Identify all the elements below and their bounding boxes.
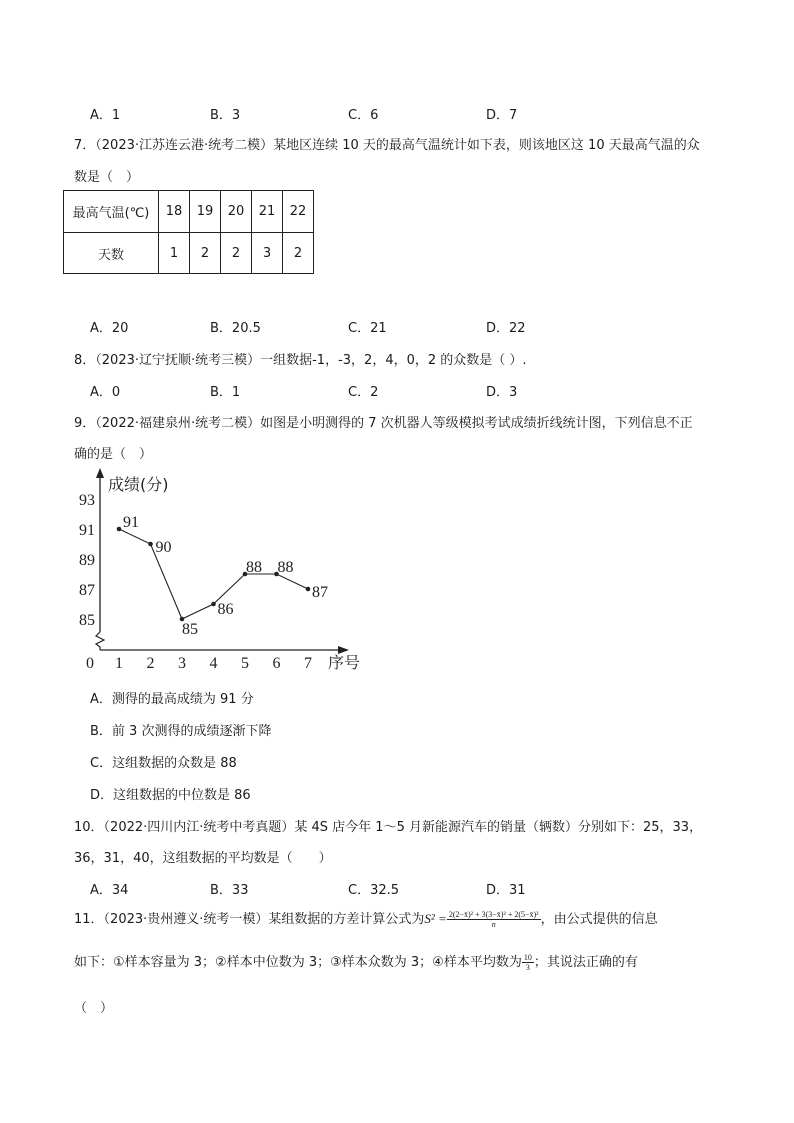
data-label: 88	[277, 559, 294, 576]
q6-option-c: C．6	[348, 108, 379, 123]
q10-stem-line1: 10．（2022·四川内江·统考中考真题）某 4S 店今年 1～5 月新能源汽车的销量（辆数）分别如下：25，33，	[74, 820, 703, 835]
q7-stem-line2: 数是（ ）	[74, 170, 140, 185]
x-tick-label: 3	[178, 655, 186, 672]
q11-line2-a: 如下：①样本容量为 3；②样本中位数为 3；③样本众数为 3；④样本平均数为	[74, 955, 522, 970]
table-header-label: 最高气温(℃)	[64, 191, 159, 233]
table-temp-cell: 21	[252, 191, 283, 233]
q7-option-b: B．20.5	[210, 321, 261, 336]
x-tick-label: 4	[209, 655, 218, 672]
data-label: 86	[217, 601, 234, 618]
q9-option-c: C．这组数据的众数是 88	[90, 756, 237, 771]
score-line-chart	[70, 465, 370, 680]
mean-numerator: 10	[523, 953, 532, 962]
table-days-cell: 1	[159, 233, 190, 274]
table-days-cell: 2	[283, 233, 314, 274]
x-tick-label: 2	[146, 655, 155, 672]
q10-option-d: D．31	[486, 883, 526, 898]
q8-option-b: B．1	[210, 385, 241, 400]
data-point	[148, 542, 153, 547]
variance-numerator: 2(2−x̄)² + 3(3−x̄)² + 2(5−x̄)²	[448, 910, 539, 919]
table-days-cell: 2	[190, 233, 221, 274]
table-temp-cell: 19	[190, 191, 221, 233]
q11-line2-b: ；其说法正确的有	[533, 955, 638, 970]
y-tick-label: 89	[79, 552, 95, 569]
y-axis-label: 成绩(分)	[108, 475, 169, 494]
data-label: 91	[123, 514, 139, 531]
data-label: 87	[312, 584, 328, 601]
y-tick-label: 85	[79, 612, 95, 629]
x-tick-label: 1	[115, 655, 123, 672]
q10-option-b: B．33	[210, 883, 249, 898]
origin-label: 0	[86, 655, 94, 672]
y-tick-label: 91	[79, 522, 95, 539]
q7-stem-line1: 7．（2023·江苏连云港·统考二模）某地区连续 10 天的最高气温统计如下表，则该地区这 10 天最高气温的众	[74, 138, 700, 153]
table-temp-cell: 18	[159, 191, 190, 233]
q9-option-a: A．测得的最高成绩为 91 分	[90, 692, 254, 707]
mean-denominator: 3	[525, 963, 530, 972]
q6-option-b: B．3	[210, 108, 241, 123]
data-point	[117, 527, 122, 532]
q7-option-c: C．21	[348, 321, 387, 336]
data-label: 90	[155, 539, 172, 556]
q7-option-d: D．22	[486, 321, 526, 336]
q8-option-a: A．0	[90, 385, 121, 400]
q9-stem-line1: 9．（2022·福建泉州·统考二模）如图是小明测得的 7 次机器人等级模拟考试成绩折线统计图，下列信息不正	[74, 416, 693, 431]
q10-option-a: A．34	[90, 883, 129, 898]
y-tick-label: 93	[79, 492, 95, 509]
q9-stem-line2: 确的是（ ）	[74, 447, 153, 462]
variance-denominator: n	[491, 920, 496, 929]
data-label: 88	[246, 559, 262, 576]
temperature-table	[63, 190, 314, 274]
mean-fraction	[522, 953, 534, 972]
axis-break-zigzag	[96, 632, 104, 650]
q11-suffix: ，由公式提供的信息	[540, 912, 658, 927]
table-temp-cell: 20	[221, 191, 252, 233]
q7-option-a: A．20	[90, 321, 129, 336]
x-axis-label: 序号	[328, 653, 361, 672]
q8-option-c: C．2	[348, 385, 379, 400]
data-label: 85	[182, 621, 198, 638]
variance-symbol: S² =	[424, 911, 447, 926]
q9-option-d: D．这组数据的中位数是 86	[90, 788, 251, 803]
data-point	[211, 602, 216, 607]
table-temp-cell: 22	[283, 191, 314, 233]
x-tick-label: 7	[304, 655, 312, 672]
x-tick-label: 5	[241, 655, 249, 672]
table-days-cell: 2	[221, 233, 252, 274]
q10-option-c: C．32.5	[348, 883, 400, 898]
x-tick-label: 6	[272, 655, 281, 672]
q8-option-d: D．3	[486, 385, 518, 400]
q11-stem-line3: （ ）	[74, 1001, 114, 1016]
table-row-label: 天数	[64, 233, 159, 274]
q11-stem-line1	[74, 908, 658, 931]
q11-prefix: 11．（2023·贵州遵义·统考一模）某组数据的方差计算公式为	[74, 912, 425, 927]
q8-stem: 8．（2023·辽宁抚顺·统考三模）一组数据-1，-3，2，4，0，2 的众数是（ ）.	[74, 353, 527, 368]
q9-option-b: B．前 3 次测得的成绩逐渐下降	[90, 724, 272, 739]
q6-option-a: A．1	[90, 108, 121, 123]
q6-option-d: D．7	[486, 108, 518, 123]
table-days-cell: 3	[252, 233, 283, 274]
q11-stem-line2	[74, 952, 638, 974]
y-axis-arrow	[96, 468, 104, 478]
data-point	[306, 587, 311, 592]
y-tick-label: 87	[79, 582, 95, 599]
variance-fraction	[447, 910, 541, 929]
q10-stem-line2: 36，31，40，这组数据的平均数是（ ）	[74, 851, 332, 866]
